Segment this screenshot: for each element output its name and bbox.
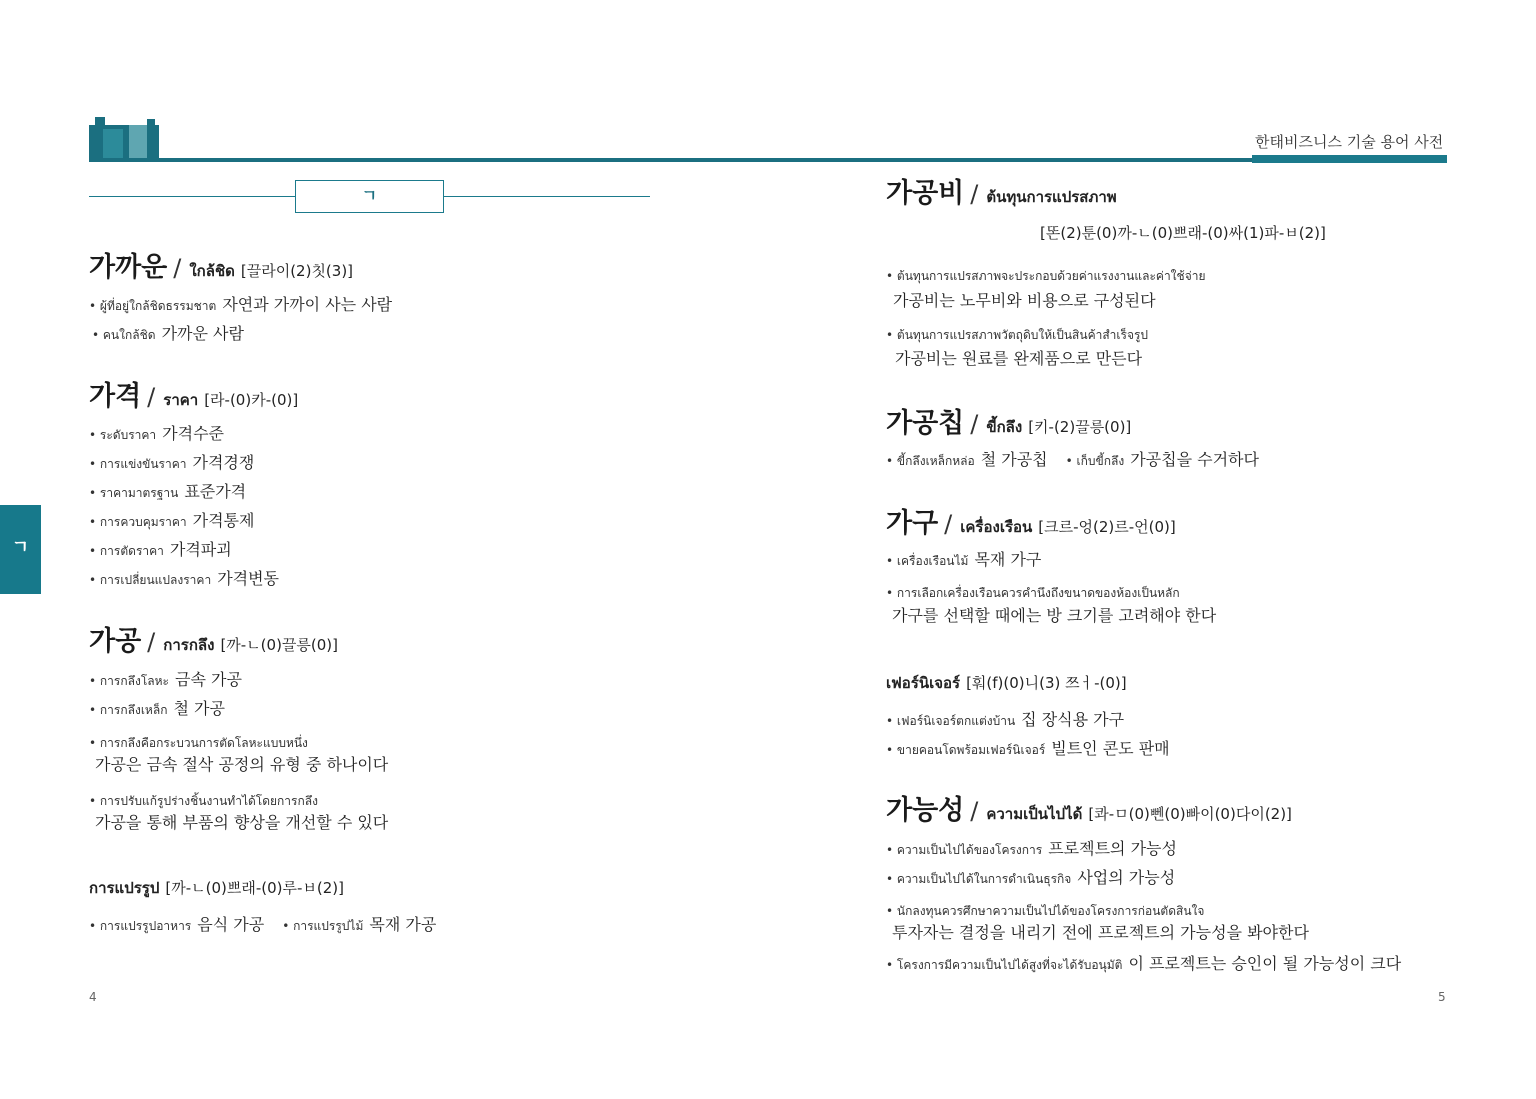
example-line: • ความเป็นไปได้ของโครงการ 프로젝트의 가능성 bbox=[886, 839, 1177, 858]
book-title: 한태비즈니스 기술 용어 사전 bbox=[1255, 133, 1444, 151]
headword: 가까운 bbox=[89, 252, 168, 283]
headword: 가능성 bbox=[886, 795, 965, 826]
example-line: • ต้นทุนการแปรสภาพจะประกอบด้วยค่าแรงงานและค่าใช้จ่าย bbox=[886, 269, 1206, 283]
headword: 가공칩 bbox=[886, 408, 965, 439]
korean-translation: 가공비는 노무비와 비용으로 구성된다 bbox=[893, 291, 1156, 310]
entry-heading: 가능성 / ความเป็นไปได้ [콰-ㅁ(0)뻰(0)빠이(0)다이(2)] bbox=[886, 795, 1292, 826]
example-line: • การกลึงคือกระบวนการตัดโลหะแบบหนึ่ง bbox=[89, 736, 308, 750]
pronunciation: [똔(2)툰(0)까-ㄴ(0)쁘래-(0)싸(1)파-ㅂ(2)] bbox=[1040, 224, 1326, 242]
pronunciation: [키-(2)끌릉(0)] bbox=[1028, 418, 1132, 436]
example-line: • การแข่งขันราคา 가격경쟁 bbox=[89, 453, 255, 472]
pronunciation: [끌라이(2)칫(3)] bbox=[240, 262, 354, 280]
example-line: • การแปรรูปอาหาร 음식 가공 • การแปรรูปไม้ 목재 가공 bbox=[89, 915, 437, 934]
example-line: • ขายคอนโดพร้อมเฟอร์นิเจอร์ 빌트인 콘도 판매 bbox=[886, 739, 1170, 758]
thai-term: ใกล้ชิด bbox=[189, 262, 235, 280]
example-line: • ผู้ที่อยู่ใกล้ชิดธรรมชาต 자연과 가까이 사는 사람 bbox=[89, 295, 393, 314]
thai-term: ราคา bbox=[163, 391, 199, 409]
example-line: • ต้นทุนการแปรสภาพวัตถุดิบให้เป็นสินค้าสำเร็จรูป bbox=[886, 328, 1149, 342]
thai-term: เครื่องเรือน bbox=[960, 518, 1033, 536]
korean-translation: 가구를 선택할 때에는 방 크기를 고려해야 한다 bbox=[892, 606, 1217, 625]
korean-translation: 가공비는 원료를 완제품으로 만든다 bbox=[895, 349, 1143, 368]
pronunciation: [라-(0)카-(0)] bbox=[204, 391, 299, 409]
entry-subheading bbox=[886, 671, 1127, 695]
entry-heading: 가공 / การกลึง [까-ㄴ(0)끌릉(0)] bbox=[89, 626, 339, 657]
pronunciation: [콰-ㅁ(0)뻰(0)빠이(0)다이(2)] bbox=[1088, 805, 1292, 823]
example-line: • เครื่องเรือนไม้ 목재 가구 bbox=[886, 550, 1042, 569]
headword: 가격 bbox=[89, 381, 142, 412]
example-line: • การกลึงเหล็ก 철 가공 bbox=[89, 699, 225, 718]
section-label: ㄱ bbox=[295, 180, 444, 213]
thai-term: การกลึง bbox=[163, 636, 215, 654]
headword: 가공비 bbox=[886, 178, 965, 209]
example-line: • โครงการมีความเป็นไปได้สูงที่จะได้รับอนุมัติ 이 프로젝트는 승인이 될 가능성이 크다 bbox=[886, 954, 1402, 973]
example-line: • การเปลี่ยนแปลงราคา 가격변동 bbox=[89, 569, 280, 588]
example-line: • การตัดราคา 가격파괴 bbox=[89, 540, 232, 559]
entry-heading: 가구 / เครื่องเรือน [크르-엉(2)르-언(0)] bbox=[886, 508, 1176, 539]
example-line: • การกลึงโลหะ 금속 가공 bbox=[89, 670, 242, 689]
korean-translation: 가공은 금속 절삭 공정의 유형 중 하나이다 bbox=[95, 755, 389, 774]
thai-term: ความเป็นไปได้ bbox=[986, 805, 1083, 823]
example-line: • ราคามาตรฐาน 표준가격 bbox=[89, 482, 247, 501]
book-logo-icon bbox=[89, 117, 161, 161]
pronunciation: [크르-엉(2)르-언(0)] bbox=[1038, 518, 1176, 536]
entry-heading: 가공칩 / ขี้กลึง [키-(2)끌릉(0)] bbox=[886, 408, 1132, 439]
thai-term: ขี้กลึง bbox=[986, 418, 1023, 436]
example-line: • เฟอร์นิเจอร์ตกแต่งบ้าน 집 장식용 가구 bbox=[886, 710, 1125, 729]
entry-heading: 가격 / ราคา [라-(0)카-(0)] bbox=[89, 381, 299, 412]
pronunciation: [훠(f)(0)니(3) 쯔ㅓ-(0)] bbox=[966, 674, 1127, 692]
page-number-left: 4 bbox=[89, 990, 97, 1004]
example-line: • การควบคุมราคา 가격통제 bbox=[89, 511, 255, 530]
pronunciation: [까-ㄴ(0)쁘래-(0)루-ㅂ(2)] bbox=[165, 879, 345, 897]
korean-translation: 가공을 통해 부품의 향상을 개선할 수 있다 bbox=[95, 813, 389, 832]
section-divider-line-right bbox=[444, 196, 650, 197]
header-rule bbox=[89, 158, 1447, 162]
header-accent-bar bbox=[1252, 155, 1447, 163]
example-line: • การปรับแก้รูปร่างชิ้นงานทำได้โดยการกลึง bbox=[89, 794, 318, 808]
pronunciation: [까-ㄴ(0)끌릉(0)] bbox=[220, 636, 339, 654]
entry-subheading bbox=[89, 876, 344, 900]
example-line: • ขี้กลึงเหล็กหล่อ 철 가공칩 • เก็บขี้กลึง 가공칩을 수거하다 bbox=[886, 450, 1259, 469]
example-line: • การเลือกเครื่องเรือนควรคำนึงถึงขนาดของห้องเป็นหลัก bbox=[886, 586, 1180, 600]
section-divider-line-left bbox=[89, 196, 295, 197]
thai-term: ต้นทุนการแปรสภาพ bbox=[986, 188, 1117, 206]
example-line: • นักลงทุนควรศึกษาความเป็นไปได้ของโครงการก่อนตัดสินใจ bbox=[886, 904, 1205, 918]
example-line: • ระดับราคา 가격수준 bbox=[89, 424, 224, 443]
korean-translation: 투자자는 결정을 내리기 전에 프로젝트의 가능성을 봐야한다 bbox=[892, 923, 1309, 942]
headword: 가구 bbox=[886, 508, 939, 539]
side-index-tab[interactable]: ㄱ bbox=[0, 505, 41, 594]
thai-term: การแปรรูป bbox=[89, 879, 160, 897]
thai-term: เฟอร์นิเจอร์ bbox=[886, 674, 961, 692]
headword: 가공 bbox=[89, 626, 142, 657]
example-line: • ความเป็นไปได้ในการดำเนินธุรกิจ 사업의 가능성 bbox=[886, 868, 1176, 887]
entry-heading: 가공비 / ต้นทุนการแปรสภาพ bbox=[886, 178, 1117, 209]
example-line: • คนใกล้ชิด 가까운 사람 bbox=[92, 324, 244, 343]
page-number-right: 5 bbox=[1438, 990, 1446, 1004]
entry-heading: 가까운 / ใกล้ชิด [끌라이(2)칫(3)] bbox=[89, 252, 354, 283]
